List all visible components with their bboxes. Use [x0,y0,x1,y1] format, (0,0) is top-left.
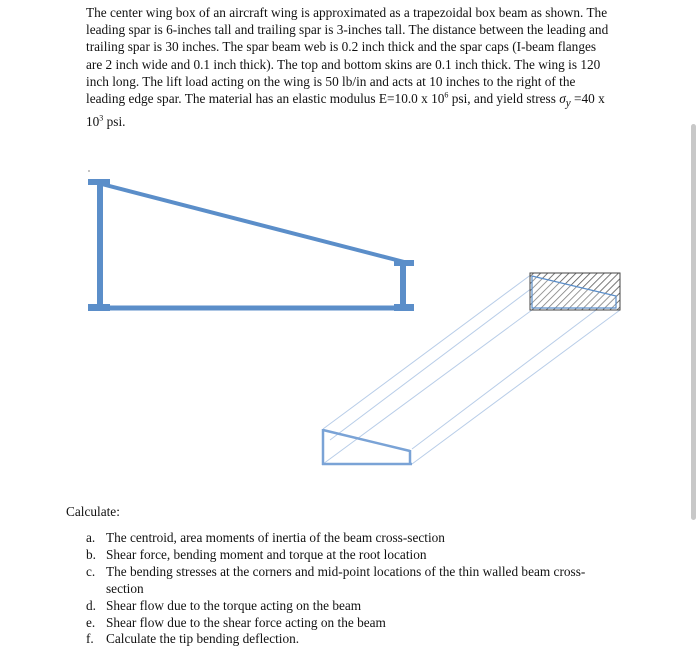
item-text: Shear flow due to the shear force acting on the beam [106,614,386,630]
item-text: Shear force, bending moment and torque at the root location [106,546,427,562]
item-marker: a. [86,530,96,545]
trailing-spar-bottom-cap [394,304,414,311]
vertical-scrollbar[interactable] [691,124,696,520]
sigma-subscript: y [565,97,571,110]
problem-text-3: =40 x 10 [86,91,605,129]
item-text: Calculate the tip bending deflection. [106,631,300,647]
list-item [86,598,606,615]
exponent-modulus: 6 [444,90,449,100]
list-item [86,564,606,598]
list-item [86,631,606,648]
leading-edge-dot [88,170,90,172]
cross-section-small [322,429,412,465]
problem-text-4: psi. [103,113,126,129]
trailing-spar-web [400,262,406,308]
top-skin [90,181,412,264]
list-item [86,615,606,632]
problem-text-1: The center wing box of an aircraft wing is approximated as a trapezoidal box beam as shown. The leading spar is 6-inches tall and trailing spar is 3-inches tall. The distance between the leading and trailing spar is 30 inches. The spar beam web is 0.2 inch thick and the spar caps (I-beam flanges are 2 inch wide and 0.1 inch thick). The top and bottom skins are 0.1 inch thick. The wing is 120 inch long. The lift load acting on the wing is 50 lb/in and acts at 10 inches to the right of the leading edge spar. The material has an elastic modulus E=10.0 x 10 [86,5,609,107]
item-text: The centroid, area moments of inertia of the beam cross-section [106,530,445,545]
cross-section-large [88,170,414,311]
task-list [86,530,606,648]
item-marker: b. [86,546,96,562]
item-text: Shear flow due to the torque acting on the beam [106,597,362,613]
item-marker: f. [86,631,94,647]
leading-spar-top-cap [88,179,110,185]
calculate-label: Calculate: [66,504,120,519]
item-marker: d. [86,597,96,613]
item-text: The bending stresses at the corners and mid-point locations of the thin walled beam cross-section [106,563,586,596]
leading-spar-web [97,184,103,308]
beam-end-section [530,273,620,310]
list-item [86,530,606,547]
sigma-symbol: σ [559,91,566,107]
item-marker: c. [86,563,96,579]
trailing-spar-top-cap [394,260,414,266]
problem-text-2: psi, and yield stress [448,91,560,107]
list-item [86,547,606,564]
item-marker: e. [86,614,96,630]
leading-spar-bottom-cap [88,304,110,311]
exponent-yield: 3 [99,113,104,123]
